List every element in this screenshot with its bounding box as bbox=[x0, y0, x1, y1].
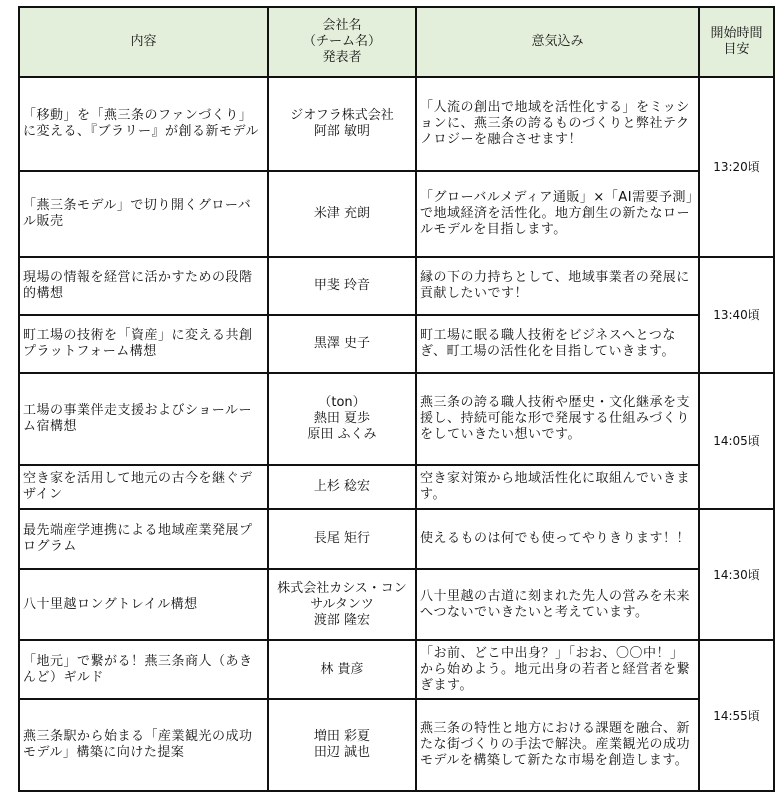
presenter-cell: 長尾 矩行 bbox=[268, 509, 416, 569]
theme-cell: 最先端産学連携による地域産業発展プログラム bbox=[19, 509, 268, 569]
table-row bbox=[19, 373, 774, 465]
start-time-cell: 13:20頃 bbox=[699, 77, 774, 257]
table-row bbox=[19, 699, 774, 791]
theme-cell: 現場の情報を経営に活かすための段階的構想 bbox=[19, 257, 268, 315]
comment-cell: 燕三条の特性と地方における課題を融合、新たな街づくりの手法で解決。産業観光の成功モデルを構築して新たな市場を創造します。 bbox=[416, 699, 699, 791]
presenter-cell: 甲斐 玲音 bbox=[268, 257, 416, 315]
comment-cell: 「グローバルメディア通販」×「AI需要予測」で地域経済を活性化。地方創生の新たなロールモデルを目指します。 bbox=[416, 171, 699, 257]
comment-cell: 「お前、どこ中出身？」「おお、〇〇中！」から始めよう。地元出身の若者と経営者を繋ぎます。 bbox=[416, 640, 699, 699]
comment-cell: 縁の下の力持ちとして、地域事業者の発展に貢献したいです！ bbox=[416, 257, 699, 315]
theme-cell: 町工場の技術を「資産」に変える共創プラットフォーム構想 bbox=[19, 315, 268, 373]
comment-cell: 「人流の創出で地域を活性化する」をミッションに、燕三条の誇るものづくりと弊社テクノロジーを融合させます！ bbox=[416, 77, 699, 171]
start-time-cell: 14:30頃 bbox=[699, 509, 774, 640]
presenter-cell: （ton） 熱田 夏歩 原田 ふくみ bbox=[268, 373, 416, 465]
header-comment: 意気込み bbox=[416, 7, 699, 77]
header-row bbox=[19, 7, 774, 77]
presentation-schedule-table bbox=[18, 6, 775, 792]
theme-cell: 「燕三条モデル」で切り開くグローバル販売 bbox=[19, 171, 268, 257]
presenter-cell: 上杉 稔宏 bbox=[268, 465, 416, 509]
presenter-cell: 黒澤 史子 bbox=[268, 315, 416, 373]
presenter-cell: 米津 充朗 bbox=[268, 171, 416, 257]
table-row bbox=[19, 569, 774, 640]
comment-cell: 八十里越の古道に刻まれた先人の営みを未来へつないでいきたいと考えています。 bbox=[416, 569, 699, 640]
presenter-cell: 増田 彩夏 田辺 誠也 bbox=[268, 699, 416, 791]
theme-cell: 燕三条駅から始まる「産業観光の成功モデル」構築に向けた提案 bbox=[19, 699, 268, 791]
header-start-time: 開始時間 目安 bbox=[699, 7, 774, 77]
theme-cell: 工場の事業伴走支援およびショールーム宿構想 bbox=[19, 373, 268, 465]
table-row bbox=[19, 509, 774, 569]
comment-cell: 空き家対策から地域活性化に取組んでいきます。 bbox=[416, 465, 699, 509]
theme-cell: 八十里越ロングトレイル構想 bbox=[19, 569, 268, 640]
table-row bbox=[19, 257, 774, 315]
header-theme: 内容 bbox=[19, 7, 268, 77]
presenter-cell: ジオフラ株式会社 阿部 敏明 bbox=[268, 77, 416, 171]
presenter-cell: 株式会社カシス・コンサルタンツ 渡部 隆宏 bbox=[268, 569, 416, 640]
theme-cell: 「移動」を「燕三条のファンづくり」に変える、『ブラリー』が創る新モデル bbox=[19, 77, 268, 171]
start-time-cell: 13:40頃 bbox=[699, 257, 774, 373]
table-row bbox=[19, 77, 774, 171]
table-row bbox=[19, 465, 774, 509]
theme-cell: 「地元」で繋がる！燕三条商人（あきんど）ギルド bbox=[19, 640, 268, 699]
start-time-cell: 14:05頃 bbox=[699, 373, 774, 509]
comment-cell: 町工場に眠る職人技術をビジネスへとつなぎ、町工場の活性化を目指していきます。 bbox=[416, 315, 699, 373]
comment-cell: 使えるものは何でも使ってやりきります！！ bbox=[416, 509, 699, 569]
table-row bbox=[19, 171, 774, 257]
table-row bbox=[19, 315, 774, 373]
presenter-cell: 林 貴彦 bbox=[268, 640, 416, 699]
comment-cell: 燕三条の誇る職人技術や歴史・文化継承を支援し、持続可能な形で発展する仕組みづくりをしていきたい想いです。 bbox=[416, 373, 699, 465]
header-presenter: 会社名 （チーム名） 発表者 bbox=[268, 7, 416, 77]
start-time-cell: 14:55頃 bbox=[699, 640, 774, 791]
table-row bbox=[19, 640, 774, 699]
theme-cell: 空き家を活用して地元の古今を継ぐデザイン bbox=[19, 465, 268, 509]
